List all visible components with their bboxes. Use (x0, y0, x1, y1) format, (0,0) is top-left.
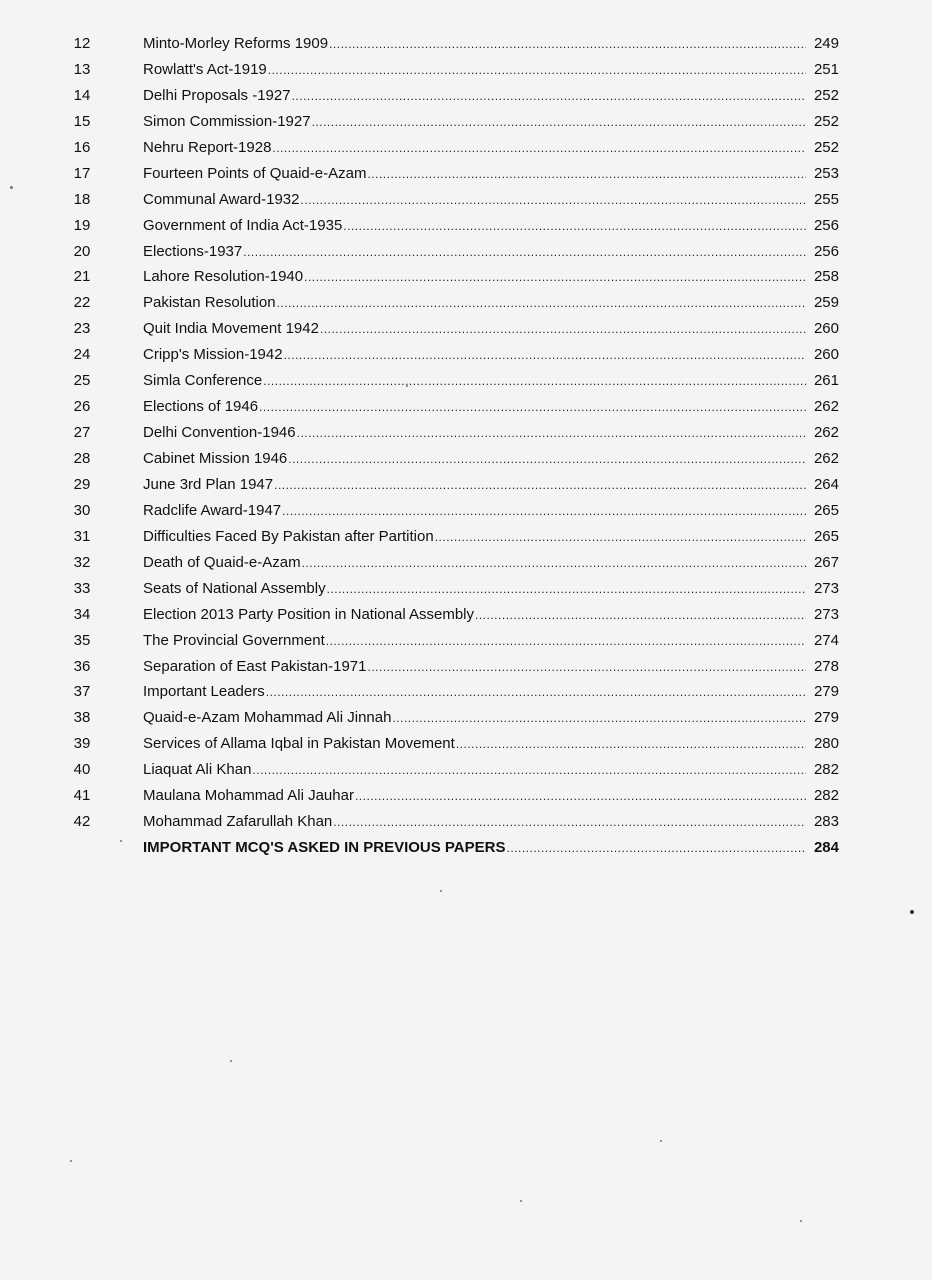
entry-line (143, 394, 839, 420)
entry-page-number: 256 (813, 242, 839, 260)
dot-leader (392, 705, 806, 731)
entry-title: Death of Quaid-e-Azam (143, 553, 301, 571)
entry-number: 41 (73, 787, 91, 805)
entry-page-number: 255 (813, 190, 839, 208)
entry-line (143, 368, 839, 394)
toc-entry (0, 187, 932, 213)
entry-line (143, 524, 839, 550)
entry-page-number: 252 (813, 86, 839, 104)
toc-entry (0, 628, 932, 654)
entry-line (143, 161, 839, 187)
entry-line (143, 550, 839, 576)
entry-number: 25 (73, 372, 91, 390)
entry-page-number: 280 (813, 735, 839, 753)
entry-line (143, 316, 839, 342)
entry-line (143, 654, 839, 680)
scan-speck (406, 385, 408, 387)
entry-line (143, 705, 839, 731)
entry-title: Elections-1937 (143, 242, 243, 260)
entry-page-number: 265 (813, 501, 839, 519)
scan-speck (520, 1200, 522, 1202)
toc-entry (0, 524, 932, 550)
entry-line (143, 109, 839, 135)
toc-entry (0, 654, 932, 680)
entry-title: Simon Commission-1927 (143, 112, 311, 130)
entry-page-number: 253 (813, 164, 839, 182)
entry-page-number: 284 (813, 839, 839, 857)
entry-page-number: 260 (813, 346, 839, 364)
entry-number: 15 (73, 112, 91, 130)
dot-leader (302, 550, 806, 576)
entry-number: 31 (73, 527, 91, 545)
entry-number: 33 (73, 579, 91, 597)
scan-speck (120, 840, 122, 842)
entry-line (143, 290, 839, 316)
entry-number: 28 (73, 450, 91, 467)
dot-leader (333, 809, 806, 835)
dot-leader (327, 576, 806, 602)
toc-entry (0, 213, 932, 239)
entry-page-number: 261 (813, 372, 839, 390)
entry-title: Radclife Award-1947 (143, 501, 282, 519)
entry-page-number: 282 (813, 761, 839, 779)
entry-page-number: 252 (813, 112, 839, 130)
entry-title: Government of India Act-1935 (143, 216, 343, 234)
scan-speck (70, 1160, 72, 1162)
toc-entry (0, 472, 932, 498)
toc-entry (0, 498, 932, 524)
dot-leader (507, 835, 807, 861)
entry-number: 14 (73, 86, 91, 104)
entry-line (143, 213, 839, 239)
dot-leader (475, 602, 806, 628)
entry-title: Lahore Resolution-1940 (143, 268, 304, 286)
dot-leader (277, 290, 806, 316)
entry-line (143, 498, 839, 524)
entry-title: Mohammad Zafarullah Khan (143, 813, 333, 831)
entry-number: 21 (73, 268, 91, 286)
entry-page-number: 279 (813, 709, 839, 727)
entry-number: 17 (73, 164, 91, 182)
entry-number: 20 (73, 242, 91, 260)
entry-page-number: 259 (813, 294, 839, 312)
dot-leader (456, 731, 806, 757)
entry-number: 37 (73, 683, 91, 701)
entry-number: 26 (73, 398, 91, 416)
entry-number: 12 (73, 35, 91, 52)
entry-page-number: 258 (813, 268, 839, 286)
toc-entry (0, 109, 932, 135)
entry-page-number: 273 (813, 579, 839, 597)
dot-leader (282, 498, 806, 524)
entry-line (143, 628, 839, 654)
entry-number: 30 (73, 501, 91, 519)
entry-page-number: 251 (813, 60, 839, 78)
entry-line (143, 602, 839, 628)
entry-number: 32 (73, 553, 91, 571)
entry-number: 18 (73, 190, 91, 208)
entry-page-number: 256 (813, 216, 839, 234)
entry-page-number: 278 (813, 657, 839, 675)
toc-entry (0, 264, 932, 290)
dot-leader (326, 628, 806, 654)
entry-title: Nehru Report-1928 (143, 138, 272, 156)
entry-line (143, 135, 839, 161)
entry-number: 38 (73, 709, 91, 727)
entry-line (143, 342, 839, 368)
scan-speck (230, 1060, 232, 1062)
entry-title: Important Leaders (143, 683, 265, 701)
dot-leader (435, 524, 806, 550)
entry-title: Services of Allama Iqbal in Pakistan Movement (143, 735, 455, 753)
dot-leader (284, 342, 806, 368)
entry-line (143, 835, 839, 861)
entry-line (143, 420, 839, 446)
dot-leader (329, 31, 806, 57)
entry-line (143, 57, 839, 83)
dot-leader (367, 654, 806, 680)
entry-line (143, 83, 839, 109)
entry-number: 24 (73, 346, 91, 364)
toc-entry (0, 731, 932, 757)
dot-leader (320, 316, 806, 342)
toc-entry (0, 316, 932, 342)
toc-entry (0, 394, 932, 420)
entry-title: Rowlatt's Act-1919 (143, 60, 267, 78)
dot-leader (263, 368, 806, 394)
toc-entry (0, 161, 932, 187)
entry-page-number: 283 (813, 813, 839, 831)
dot-leader (268, 57, 806, 83)
entry-line (143, 757, 839, 783)
entry-number: 27 (73, 424, 91, 442)
entry-line (143, 731, 839, 757)
entry-number: 39 (73, 735, 91, 753)
entry-line (143, 783, 839, 809)
scan-speck (10, 186, 13, 189)
toc-entry (0, 420, 932, 446)
table-of-contents (0, 31, 932, 861)
entry-title: Seats of National Assembly (143, 579, 326, 597)
dot-leader (243, 239, 806, 265)
toc-entry (0, 602, 932, 628)
entry-line (143, 472, 839, 498)
entry-page-number: 262 (813, 398, 839, 416)
toc-entry (0, 550, 932, 576)
entry-title: Communal Award-1932 (143, 190, 300, 208)
entry-title: Separation of East Pakistan-1971 (143, 657, 367, 675)
toc-entry (0, 57, 932, 83)
dot-leader (355, 783, 806, 809)
dot-leader (312, 109, 806, 135)
entry-page-number: 279 (813, 683, 839, 701)
entry-title: Minto-Morley Reforms 1909 (143, 35, 329, 52)
entry-page-number: 252 (813, 138, 839, 156)
entry-title: Quaid-e-Azam Mohammad Ali Jinnah (143, 709, 392, 727)
dot-leader (259, 394, 806, 420)
entry-title: Elections of 1946 (143, 398, 259, 416)
toc-entry (0, 290, 932, 316)
dot-leader (274, 472, 806, 498)
entry-page-number: 260 (813, 320, 839, 338)
toc-entry (0, 705, 932, 731)
entry-page-number: 267 (813, 553, 839, 571)
toc-entry (0, 809, 932, 835)
toc-entry (0, 135, 932, 161)
entry-page-number: 273 (813, 605, 839, 623)
scan-speck (800, 1220, 802, 1222)
entry-title: Delhi Proposals -1927 (143, 86, 291, 104)
entry-title: The Provincial Government (143, 631, 325, 649)
entry-line (143, 187, 839, 213)
entry-line (143, 31, 839, 57)
scan-speck (910, 910, 914, 914)
entry-line (143, 679, 839, 705)
toc-entry (0, 368, 932, 394)
toc-entry (0, 757, 932, 783)
entry-title: Liaquat Ali Khan (143, 761, 252, 779)
entry-title: IMPORTANT MCQ'S ASKED IN PREVIOUS PAPERS (143, 839, 506, 857)
toc-entry (0, 679, 932, 705)
entry-title: June 3rd Plan 1947 (143, 475, 274, 493)
entry-line (143, 264, 839, 290)
entry-page-number: 262 (813, 450, 839, 467)
entry-page-number: 262 (813, 424, 839, 442)
dot-leader (272, 135, 806, 161)
dot-leader (304, 264, 806, 290)
entry-number: 29 (73, 475, 91, 493)
entry-number: 35 (73, 631, 91, 649)
entry-line (143, 576, 839, 602)
entry-number: 42 (73, 813, 91, 831)
scan-speck (440, 890, 442, 892)
entry-page-number: 274 (813, 631, 839, 649)
dot-leader (288, 446, 806, 472)
dot-leader (266, 679, 806, 705)
entry-line (143, 446, 839, 472)
toc-entry-mcqs (0, 835, 932, 861)
entry-title: Simla Conference (143, 372, 263, 390)
entry-title: Cripp's Mission-1942 (143, 346, 283, 364)
dot-leader (343, 213, 806, 239)
entry-number: 36 (73, 657, 91, 675)
dot-leader (300, 187, 806, 213)
toc-entry (0, 446, 932, 472)
entry-title: Cabinet Mission 1946 (143, 450, 288, 467)
entry-page-number: 282 (813, 787, 839, 805)
entry-page-number: 265 (813, 527, 839, 545)
entry-number: 13 (73, 60, 91, 78)
entry-number: 19 (73, 216, 91, 234)
entry-title: Difficulties Faced By Pakistan after Partition (143, 527, 434, 545)
entry-title: Quit India Movement 1942 (143, 320, 319, 338)
entry-number: 40 (73, 761, 91, 779)
entry-number: 34 (73, 605, 91, 623)
toc-entry (0, 31, 932, 57)
entry-number: 22 (73, 294, 91, 312)
dot-leader (292, 83, 806, 109)
entry-page-number: 249 (813, 35, 839, 52)
toc-entry (0, 783, 932, 809)
entry-line (143, 809, 839, 835)
entry-title: Maulana Mohammad Ali Jauhar (143, 787, 354, 805)
entry-number: 16 (73, 138, 91, 156)
entry-title: Delhi Convention-1946 (143, 424, 296, 442)
dot-leader (252, 757, 806, 783)
entry-title: Election 2013 Party Position in National Assembly (143, 605, 475, 623)
entry-line (143, 239, 839, 265)
entry-page-number: 264 (813, 475, 839, 493)
dot-leader (367, 161, 806, 187)
entry-title: Fourteen Points of Quaid-e-Azam (143, 164, 367, 182)
toc-entry (0, 239, 932, 265)
toc-entry (0, 83, 932, 109)
toc-entry (0, 576, 932, 602)
dot-leader (297, 420, 806, 446)
entry-number: 23 (73, 320, 91, 338)
toc-entry (0, 342, 932, 368)
entry-title: Pakistan Resolution (143, 294, 276, 312)
scan-speck (660, 1140, 662, 1142)
